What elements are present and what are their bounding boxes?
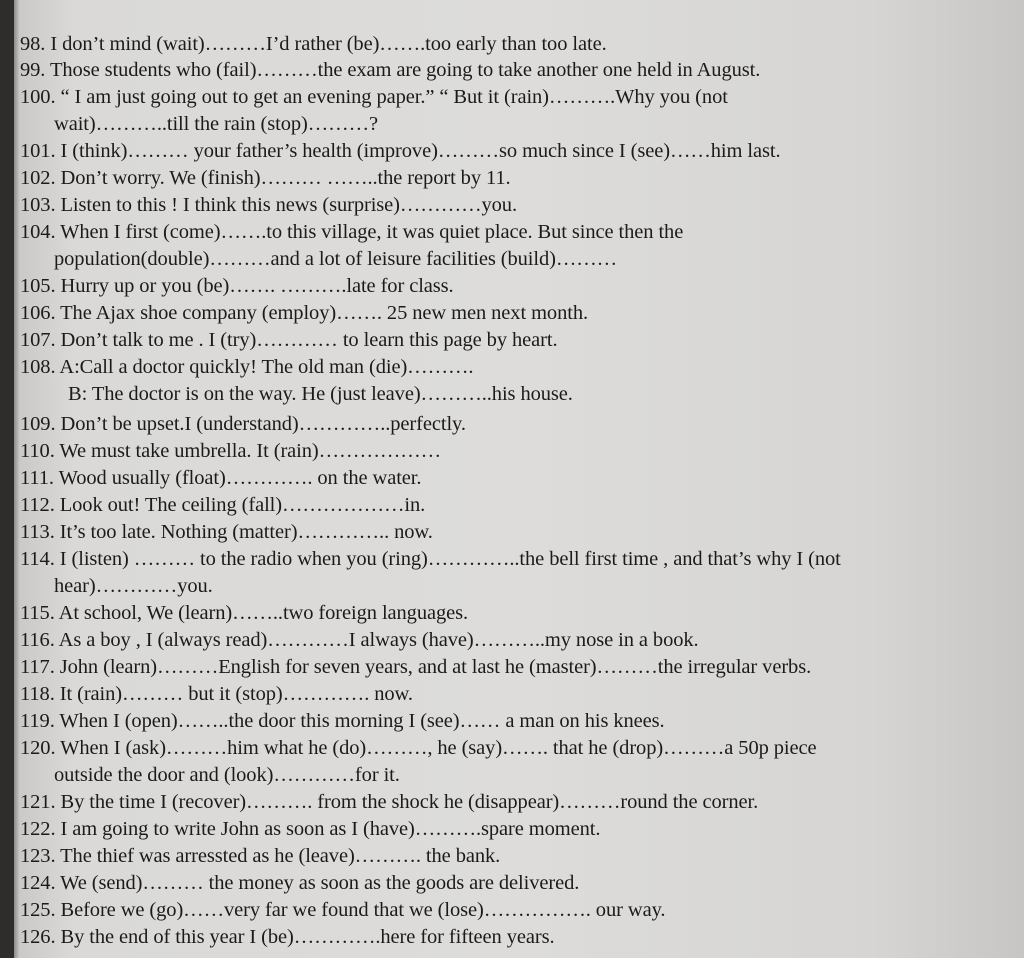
exercise-line: 102. Don’t worry. We (finish)……… ……..the report by 11.: [20, 167, 511, 189]
exercise-line: 121. By the time I (recover)………. from the shock he (disappear)………round the corner.: [20, 791, 759, 813]
exercise-line: B: The doctor is on the way. He (just leave)………..his house.: [68, 383, 573, 405]
exercise-line: 104. When I first (come)…….to this village, it was quiet place. But since then the: [20, 221, 684, 243]
exercise-line: 120. When I (ask)………him what he (do)………, he (say)……. that he (drop)………a 50p piece: [20, 737, 817, 759]
exercise-line: population(double)………and a lot of leisure facilities (build)………: [54, 248, 618, 270]
exercise-line: wait)………..till the rain (stop)………?: [54, 113, 378, 135]
exercise-line: 126. By the end of this year I (be)………….here for fifteen years.: [20, 926, 555, 948]
exercise-line: 109. Don’t be upset.I (understand)…………..perfectly.: [20, 413, 466, 435]
exercise-line: hear)…………you.: [54, 575, 213, 597]
exercise-line: 125. Before we (go)……very far we found that we (lose)……………. our way.: [20, 899, 666, 921]
exercise-line: 111. Wood usually (float)…………. on the water.: [20, 467, 422, 489]
exercise-line: 122. I am going to write John as soon as I (have)……….spare moment.: [20, 818, 601, 840]
exercise-line: 115. At school, We (learn)……..two foreign languages.: [20, 602, 469, 624]
textbook-page: [14, 0, 1024, 958]
exercise-line: 98. I don’t mind (wait)………I’d rather (be)…….too early than too late.: [20, 33, 607, 55]
exercise-line: 116. As a boy , I (always read)…………I always (have)………..my nose in a book.: [20, 629, 699, 651]
exercise-line: 124. We (send)……… the money as soon as the goods are delivered.: [20, 872, 580, 894]
exercise-line: 108. A:Call a doctor quickly! The old man (die)……….: [20, 356, 474, 378]
exercise-line: 99. Those students who (fail)………the exam are going to take another one held in August.: [20, 59, 761, 81]
exercise-line: 107. Don’t talk to me . I (try)………… to learn this page by heart.: [20, 329, 558, 351]
exercise-line: 119. When I (open)……..the door this morning I (see)…… a man on his knees.: [20, 710, 665, 732]
exercise-line: 117. John (learn)………English for seven years, and at last he (master)………the irregular verbs.: [20, 656, 812, 678]
exercise-line: 100. “ I am just going out to get an evening paper.” “ But it (rain)……….Why you (not: [20, 86, 728, 108]
exercise-line: outside the door and (look)…………for it.: [54, 764, 400, 786]
exercise-line: 103. Listen to this ! I think this news (surprise)…………you.: [20, 194, 517, 216]
exercise-line: 101. I (think)……… your father’s health (improve)………so much since I (see)……him last.: [20, 140, 781, 162]
exercise-line: 118. It (rain)……… but it (stop)…………. now.: [20, 683, 413, 705]
exercise-line: 110. We must take umbrella. It (rain)………………: [20, 440, 442, 462]
exercise-line: 112. Look out! The ceiling (fall)………………in.: [20, 494, 426, 516]
exercise-line: 113. It’s too late. Nothing (matter)………….. now.: [20, 521, 433, 543]
exercise-line: 106. The Ajax shoe company (employ)……. 25 new men next month.: [20, 302, 588, 324]
exercise-line: 105. Hurry up or you (be)……. ……….late for class.: [20, 275, 454, 297]
exercise-line: 123. The thief was arressted as he (leave)………. the bank.: [20, 845, 501, 867]
exercise-line: 114. I (listen) ……… to the radio when you (ring)…………..the bell first time , and that’s why I (not: [20, 548, 841, 570]
